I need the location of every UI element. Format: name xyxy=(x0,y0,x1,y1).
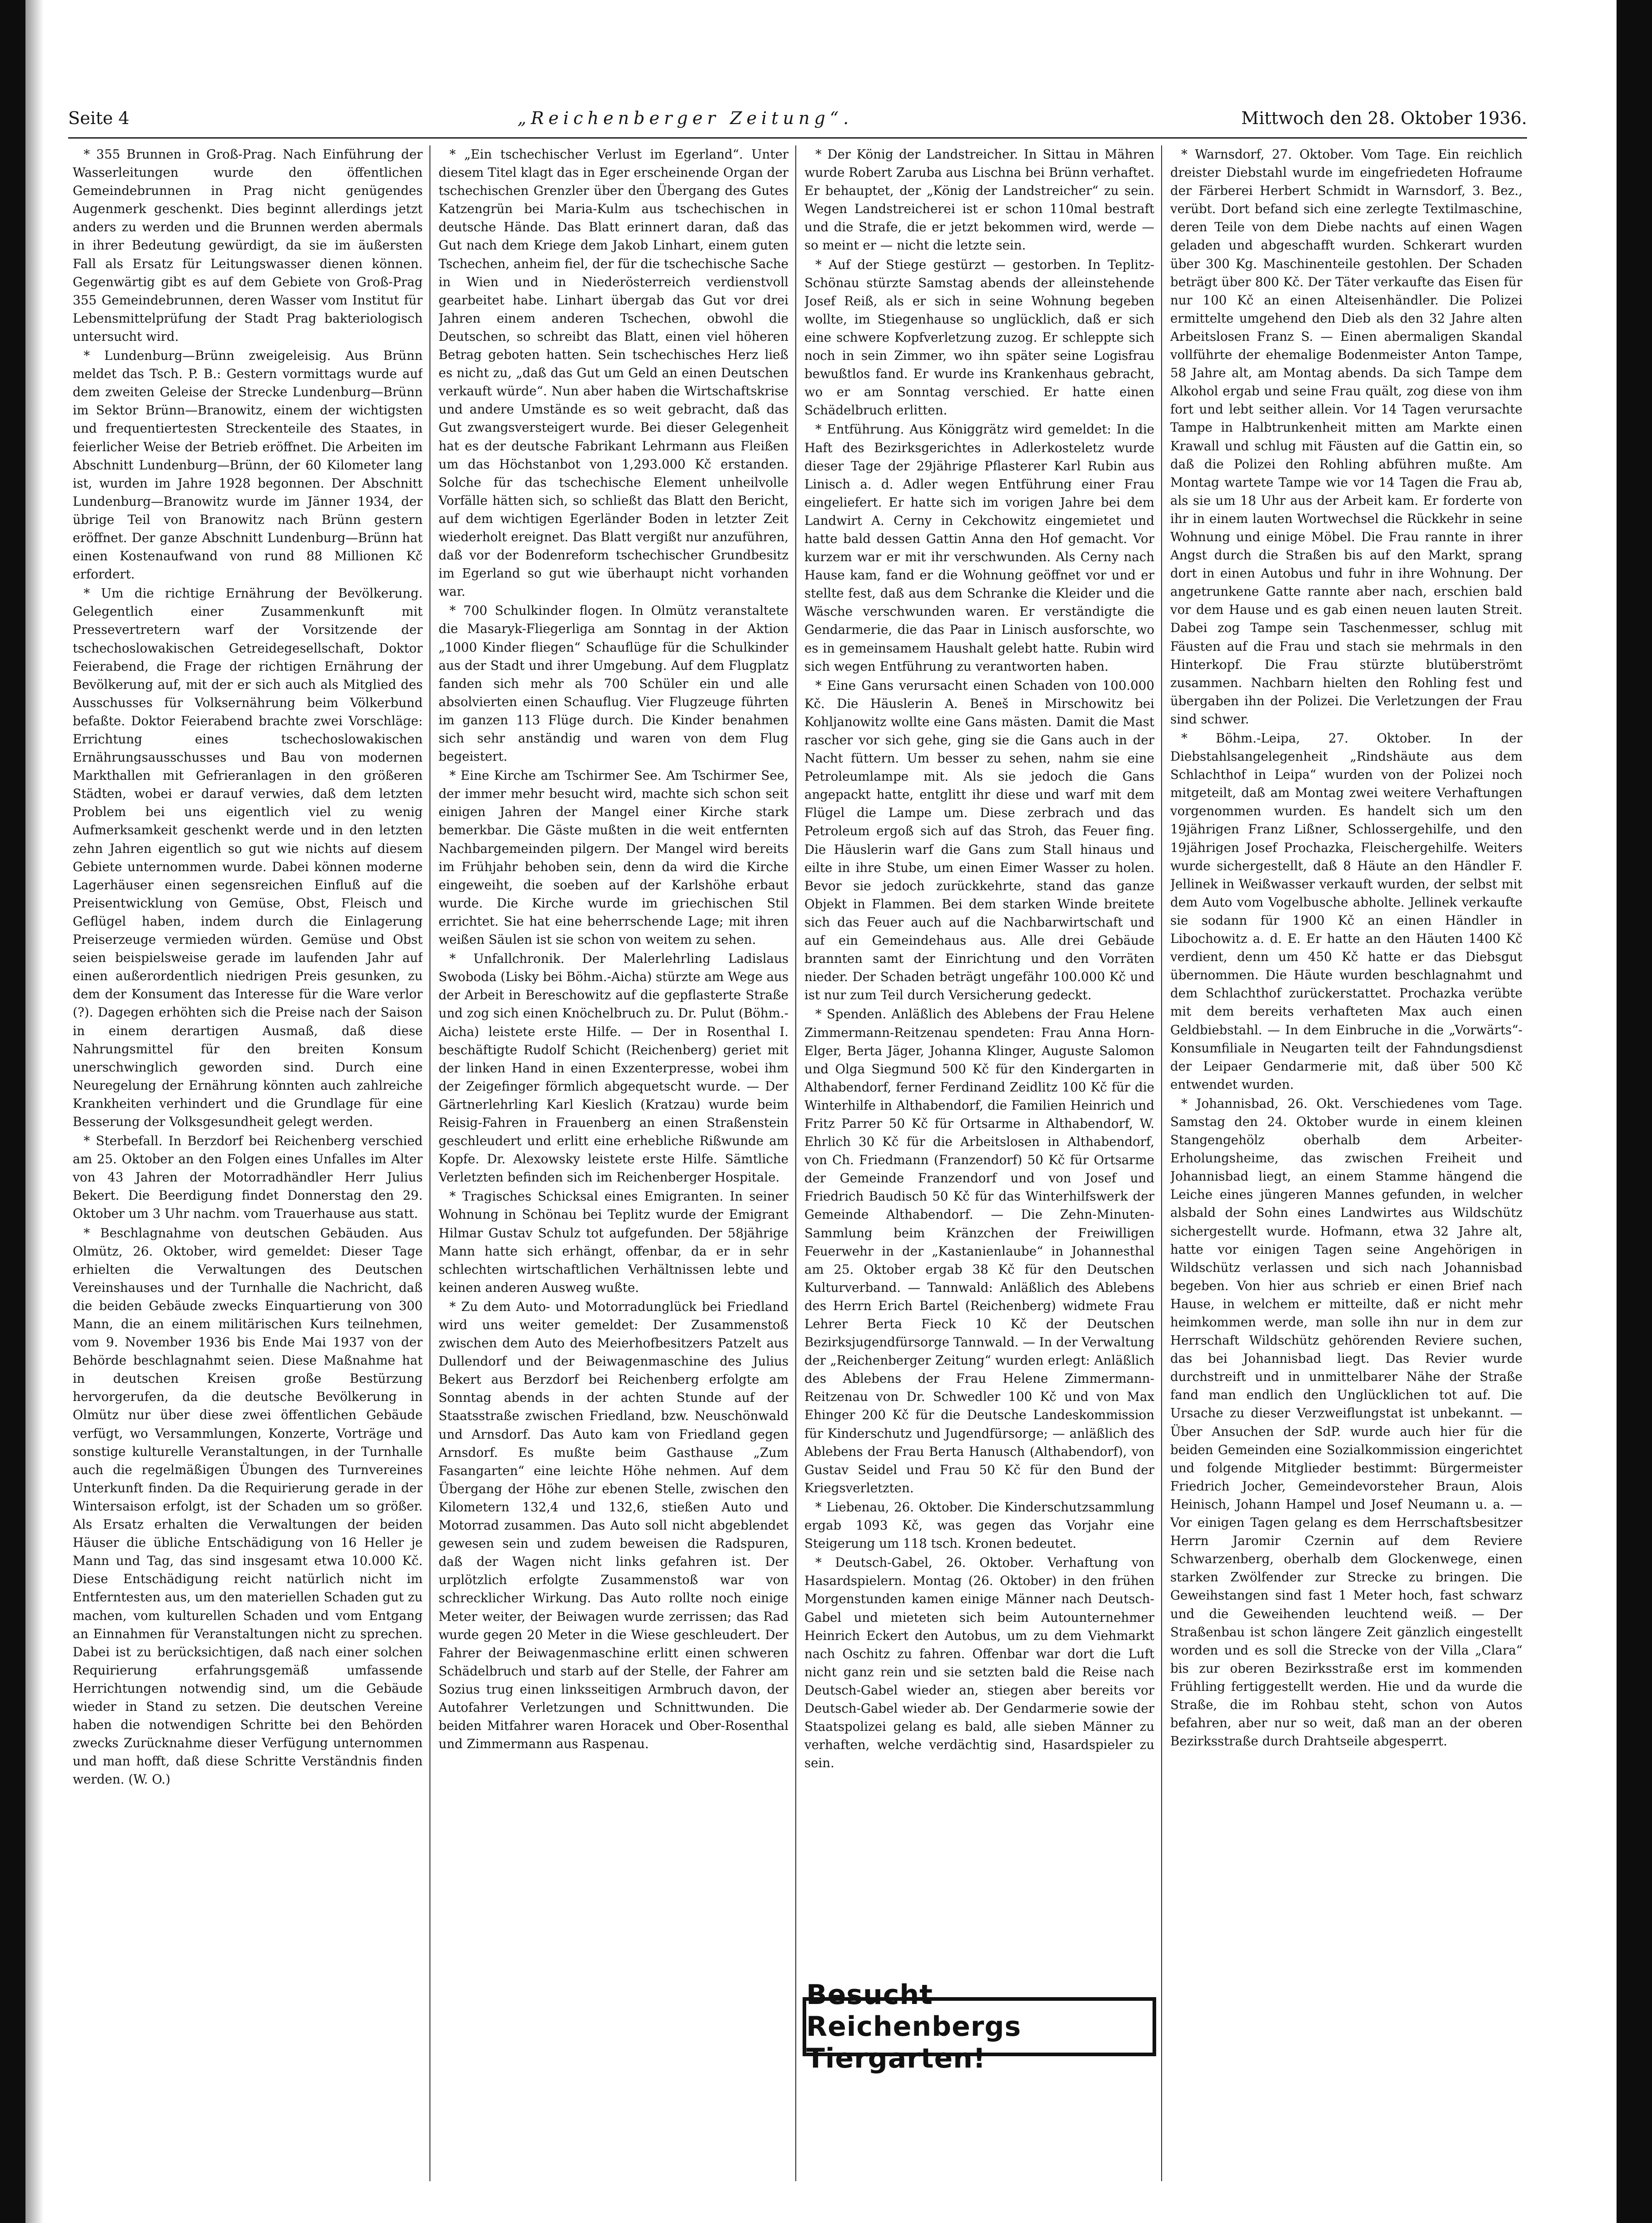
article: * Johannisbad, 26. Okt. Verschiedenes vom Tage. Samstag den 24. Oktober wurde in einem kleinen Stangengehölz oberhalb dem Arbeiter-Erholungsheime, das zwischen Freiheit und Johannisbad liegt, an einem Stamme hängend die Leiche eines jüngeren Mannes gefunden, in welcher alsbald der Sohn eines Landwirtes aus Wildschütz sichergestellt wurde. Hofmann, etwa 32 Jahre alt, hatte vor einigen Tagen seine Angehörigen in Wildschütz verlassen und sich nach Johannisbad begeben. Von hier aus schrieb er einen Brief nach Hause, in welchem er mitteilte, daß er nicht mehr heimkommen werde, man solle ihn nur in dem zur Herrschaft Wildschütz gehörenden Reviere suchen, das bei Johannisbad liegt. Das Revier wurde durchstreift und in unmittelbarer Nähe der Straße fand man endlich den Unglücklichen tot auf. Die Ursache zu dieser Verzweiflungstat ist unbekannt. — Über Ansuchen der SdP. wurde auch hier für die beiden Gemeinden eine Sozialkommission eingerichtet und folgende Mitglieder bestimmt: Bürgermeister Friedrich Jocher, Gemeindevorsteher Braun, Alois Heinisch, Johann Hampel und Josef Neumann u. a. — Vor einigen Tagen gelang es dem Herrschaftsbesitzer Herrn Jaromir Czernin auf dem Reviere Schwarzenberg, oberhalb dem Glockenwege, einen starken Zwölfender zur Strecke zu bringen. Die Geweihstangen sind fast 1 Meter hoch, fast schwarz und die Geweihenden leuchtend weiß. — Der Straßenbau ist schon längere Zeit gänzlich eingestellt worden und es soll die Strecke von der Villa „Clara“ bis zur oberen Bezirksstraße erst im kommenden Frühling fertiggestellt werden. Hie und da wurde die Straße, die im Rohbau steht, schon von Autos befahren, aber nur so weit, daß man an der oberen Bezirksstraße durch Drahtseile abgesperrt. xyxy=(1170,1096,1522,1749)
column-rule xyxy=(795,145,796,2181)
article: * Deutsch-Gabel, 26. Oktober. Verhaftung von Hasardspielern. Montag (26. Oktober) in den frühen Morgenstunden kamen einige Männer nach Deutsch-Gabel und mieteten sich beim Autounternehmer Heinrich Eckert den Autobus, um zu dem Viehmarkt nach Oschitz zu fahren. Offenbar war dort die Luft nicht ganz rein und sie setzten bald die Reise nach Deutsch-Gabel wieder an, stiegen aber bereits vor Deutsch-Gabel wieder ab. Der Gendarmerie sowie der Staatspolizei gelang es bald, alle sieben Männer zu verhaften, welche verdächtig sind, Hasardspieler zu sein. xyxy=(804,1555,1154,1771)
issue-date: Mittwoch den 28. Oktober 1936. xyxy=(1241,108,1527,128)
column-1 xyxy=(73,145,423,2190)
header-rule xyxy=(68,137,1527,139)
article: * Auf der Stiege gestürzt — gestorben. In Teplitz-Schönau stürzte Samstag abends der alleinstehende Josef Reiß, als er sich in seine Wohnung begeben wollte, im Stiegenhause so unglücklich, daß er sich eine schwere Kopfverletzung zuzog. Er schleppte sich noch in sein Zimmer, wo ihn später seine Logisfrau bewußtlos fand. Er wurde ins Krankenhaus gebracht, wo er am Sonntag verschied. Er hatte einen Schädelbruch erlitten. xyxy=(804,257,1154,418)
article: * Liebenau, 26. Oktober. Die Kinderschutzsammlung ergab 1093 Kč, was gegen das Vorjahr eine Steigerung um 118 tsch. Kronen bedeutet. xyxy=(804,1499,1154,1551)
column-rule xyxy=(1161,145,1162,2181)
scan-edge-shadow xyxy=(25,0,44,2223)
article: * Zu dem Auto- und Motorradunglück bei Friedland wird uns weiter gemeldet: Der Zusammenstoß zwischen dem Auto des Meierhofbesitzers Patzelt aus Dullendorf und der Beiwagenmaschine des Julius Bekert aus Berzdorf bei Reichenberg erfolgte am Sonntag abends in der achten Stunde auf der Staatsstraße zwischen Friedland, bzw. Neuschönwald und Arnsdorf. Das Auto kam von Friedland gegen Arnsdorf. Es mußte beim Gasthause „Zum Fasangarten“ eine leichte Höhe nehmen. Auf dem Übergang der Höhe zur ebenen Stelle, zwischen den Kilometern 132,4 und 132,6, stießen Auto und Motorrad zusammen. Das Auto soll nicht abgeblendet gewesen sein und zudem beweisen die Radspuren, daß der Wagen nicht links gefahren ist. Der urplötzlich erfolgte Zusammenstoß war von schrecklicher Wirkung. Das Auto rollte noch einige Meter weiter, der Beiwagen wurde zerrissen; das Rad wurde gegen 20 Meter in die Wiese geschleudert. Der Fahrer der Beiwagenmaschine erlitt einen schweren Schädelbruch und starb auf der Stelle, der Fahrer am Sozius trug einen linksseitigen Armbruch davon, der Autofahrer Verletzungen und Schnittwunden. Die beiden Mitfahrer waren Horacek und Ober-Rosenthal und Zimmermann aus Raspenau. xyxy=(439,1299,789,1752)
article: * 355 Brunnen in Groß-Prag. Nach Einführung der Wasserleitungen wurde den öffentlichen Gemeindebrunnen in Prag nicht genügendes Augenmerk geschenkt. Dies beginnt allerdings jetzt anders zu werden und die Brunnen werden abermals in ihrer Bedeutung gewürdigt, da sie im äußersten Fall als Ersatz für Leitungswasser dienen können. Gegenwärtig gibt es auf dem Gebiete von Groß-Prag 355 Gemeindebrunnen, deren Wasser vom Institut für Lebensmittelprüfung der Stadt Prag bakteriologisch untersucht wird. xyxy=(73,147,423,344)
advertisement-box xyxy=(803,1979,1156,2074)
article: * Um die richtige Ernährung der Bevölkerung. Gelegentlich einer Zusammenkunft mit Pressevertretern warf der Vorsitzende der tschechoslowakischen Getreidegesellschaft, Doktor Feierabend, die Frage der richtigen Ernährung der Bevölkerung auf, mit der er sich auch als Mitglied des Ausschusses für Volksernährung beim Völkerbund befaßte. Doktor Feierabend brachte zwei Vorschläge: Errichtung eines tschechoslowakischen Ernährungsausschusses und Bau von modernen Markthallen mit Gefrieranlagen in den größeren Städten, wobei er darauf verwies, daß dem letzten Problem bei uns eigentlich viel zu wenig Aufmerksamkeit geschenkt werde und in den letzten zehn Jahren eigentlich so gut wie nichts auf diesem Gebiete unternommen wurde. Dabei können moderne Lagerhäuser einen segensreichen Einfluß auf die Preisentwicklung von Gemüse, Obst, Fleisch und Geflügel haben, indem durch die Einlagerung Preiserzeuge vermieden würden. Gemüse und Obst seien beispielsweise gerade im laufenden Jahr auf einen außerordentlich niedrigen Preis gesunken, zu dem der Konsument das Interesse für die Ware verlor (?). Dagegen erhöhten sich die Preise nach der Saison in einem derartigen Ausmaß, daß diese Nahrungsmittel für den breiten Konsum unerschwinglich geworden sind. Durch eine Neuregelung der Ernährung könnten auch zahlreiche Krankheiten verhindert und die Grundlage für eine Besserung der Volksgesundheit gelegt werden. xyxy=(73,586,423,1129)
article-columns xyxy=(68,145,1527,2190)
column-rule xyxy=(429,145,430,2181)
column-3 xyxy=(804,145,1154,2190)
article: * Lundenburg—Brünn zweigeleisig. Aus Brünn meldet das Tsch. P. B.: Gestern vormittags wurde auf dem zweiten Geleise der Strecke Lundenburg—Brünn im Sektor Brünn—Branowitz, einem der wichtigsten und frequentiertesten Streckenteile des Staates, in feierlicher Weise der Betrieb eröffnet. Die Arbeiten im Abschnitt Lundenburg—Brünn, der 60 Kilometer lang ist, wurden im Jahre 1928 begonnen. Der Abschnitt Lundenburg—Branowitz wurde im Jänner 1934, der übrige Teil von Branowitz nach Brünn gestern eröffnet. Der ganze Abschnitt Lundenburg—Brünn hat einen Kostenaufwand von rund 88 Millionen Kč erfordert. xyxy=(73,348,423,582)
article: * Unfallchronik. Der Malerlehrling Ladislaus Swoboda (Lisky bei Böhm.-Aicha) stürzte am Wege aus der Arbeit in Bereschowitz auf die gepflasterte Straße und zog sich einen Knöchelbruch zu. Dr. Pulut (Böhm.-Aicha) leistete erste Hilfe. — Der in Rosenthal I. beschäftigte Rudolf Schicht (Reichenberg) geriet mit der linken Hand in einen Exzenterpresse, wobei ihm der Zeigefinger förmlich abgequetscht wurde. — Der Gärtnerlehrling Karl Kieslich (Kratzau) wurde beim Reisig-Fahren in Frauenberg an einen Straßenstein geschleudert und erlitt eine erhebliche Rißwunde am Kopfe. Dr. Alexowsky leistete erste Hilfe. Sämtliche Verletzten befinden sich im Reichenberger Hospitale. xyxy=(439,951,789,1185)
newspaper-page xyxy=(68,105,1527,2195)
article: * Spenden. Anläßlich des Ablebens der Frau Helene Zimmermann-Reitzenau spendeten: Frau Anna Horn-Elger, Berta Jäger, Johanna Klinger, Auguste Salomon und Olga Siegmund 500 Kč für den Kindergarten in Althabendorf, ferner Ferdinand Zeidlitz 100 Kč für die Winterhilfe in Althabendorf, die Familien Heinrich und Fritz Parrer 50 Kč für Ortsarme in Althabendorf, W. Ehrlich 30 Kč für die Arbeitslosen in Althabendorf, von Ch. Friedmann (Franzendorf) 50 Kč für Ortsarme der Gemeinde Franzendorf und von Josef und Friedrich Baudisch 50 Kč für das Winterhilfswerk der Gemeinde Althabendorf. — Die Zehn-Minuten-Sammlung beim Kränzchen der Freiwilligen Feuerwehr in der „Kastanienlaube“ in Johannesthal am 25. Oktober ergab 38 Kč für den Deutschen Kulturverband. — Tannwald: Anläßlich des Ablebens des Herrn Erich Bartel (Reichenberg) widmete Frau Lehrer Berta Fieck 10 Kč der Deutschen Bezirksjugendfürsorge Tannwald. — In der Verwaltung der „Reichenberger Zeitung“ wurden erlegt: Anläßlich des Ablebens der Frau Helene Zimmermann-Reitzenau von Dr. Schwedler 100 Kč und von Max Ehinger 200 Kč für die Deutsche Landeskommission für Kinderschutz und Jugendfürsorge; — anläßlich des Ablebens der Frau Berta Hanusch (Althabendorf), von Gustav Seidel und Frau 50 Kč für den Bund der Kriegsverletzten. xyxy=(804,1007,1154,1495)
article: * Warnsdorf, 27. Oktober. Vom Tage. Ein reichlich dreister Diebstahl wurde im eingefriedeten Hofraume der Färberei Herbert Schmidt in Warnsdorf, 3. Bez., verübt. Dort befand sich eine zerlegte Textilmaschine, deren Teile von dem Diebe nachts auf einen Wagen geladen und abgeschafft wurden. Schkerart wurden über 300 Kg. Maschinenteile gestohlen. Der Schaden beträgt über 800 Kč. Der Täter verkaufte das Eisen für nur 100 Kč an einen Alteisenhändler. Die Polizei ermittelte umgehend den Dieb als den 32 Jahre alten Arbeitslosen Franz S. — Einen abermaligen Skandal vollführte der ehemalige Bodenmeister Anton Tampe, 58 Jahre alt, am Montag abends. Da sich Tampe dem Alkohol ergab und seine Frau quält, zog diese von ihm fort und lebt seither allein. Vor 14 Tagen verursachte Tampe in Halbtrunkenheit mitten am Markte einen Krawall und schlug mit Fäusten auf die Gattin ein, so daß die Polizei den Rohling abführen mußte. Am Montag wartete Tampe wie vor 14 Tagen die Frau ab, als sie um 18 Uhr aus der Arbeit kam. Er forderte von ihr in einem lauten Wortwechsel die Rückkehr in seine Wohnung und einige Möbel. Die Frau rannte in ihrer Angst durch die Straßen bis auf den Markt, sprang dort in einen Autobus und fuhr in ihre Wohnung. Der angetrunkene Gatte rannte aber nach, erschien bald vor dem Hause und es gab einen neuen lauten Streit. Dabei zog Tampe sein Taschenmesser, schlug mit Fäusten auf die Frau und stach sie mehrmals in den Hinterkopf. Die Frau stürzte blutüberströmt zusammen. Nachbarn hielten den Rohling fest und übergaben ihn der Polizei. Die Verletzungen der Frau sind schwer. xyxy=(1170,147,1522,727)
article: * Sterbefall. In Berzdorf bei Reichenberg verschied am 25. Oktober an den Folgen eines Unfalles im Alter von 43 Jahren der Motorradhändler Herr Julius Bekert. Die Beerdigung findet Donnerstag den 29. Oktober um 3 Uhr nachm. vom Trauerhause aus statt. xyxy=(73,1133,423,1221)
column-4 xyxy=(1170,145,1522,2190)
article: * Böhm.-Leipa, 27. Oktober. In der Diebstahlsangelegenheit „Rindshäute aus dem Schlachthof in Leipa“ wurden von der Polizei noch mitgeteilt, daß am Montag zwei weitere Verhaftungen vorgenommen wurden. Es handelt sich um den 19jährigen Franz Lißner, Schlossergehilfe, und den 19jährigen Josef Prochazka, Fleischergehilfe. Weiters wurde sichergestellt, daß 8 Häute an den Händler F. Jellinek in Weißwasser verkauft wurden, der selbst mit dem Auto vom Vogelbusche abholte. Jellinek verkaufte sie sodann für 1900 Kč an einen Händler in Libochowitz a. d. E. Er hatte an den Häuten 1400 Kč verdient, denn um 450 Kč hatte er das Diebsgut übernommen. Die Häute wurden beschlagnahmt und dem Schlachthof zurückerstattet. Prochazka verübte mit dem bereits verhafteten Max auch einen Geldbiebstahl. — In dem Einbruche in die „Vorwärts“-Konsumfiliale in Neugarten teilt der Fahndungsdienst der Leipaer Gendarmerie mit, daß über 500 Kč entwendet wurden. xyxy=(1170,731,1522,1092)
article: * Der König der Landstreicher. In Sittau in Mähren wurde Robert Zaruba aus Lischna bei Brünn verhaftet. Er behauptet, der „König der Landstreicher“ zu sein. Wegen Landstreicherei ist er schon 110mal bestraft und die Strafe, die er jetzt bekommen wird, werde — so meint er — nicht die letzte sein. xyxy=(804,147,1154,253)
article: * 700 Schulkinder flogen. In Olmütz veranstaltete die Masaryk-Fliegerliga am Sonntag in der Aktion „1000 Kinder fliegen“ Schauflüge für die Schulkinder aus der Stadt und ihrer Umgebung. Auf dem Flugplatz fanden sich mehr als 700 Schüler ein und alle absolvierten einen Schauflug. Vier Flugzeuge führten im ganzen 113 Flüge durch. Die Kinder benahmen sich sehr anständig und waren von dem Flug begeistert. xyxy=(439,603,789,764)
page-header xyxy=(68,105,1527,132)
article: * Tragisches Schicksal eines Emigranten. In seiner Wohnung in Schönau bei Teplitz wurde der Emigrant Hilmar Gustav Schulz tot aufgefunden. Der 58jährige Mann hatte sich erhängt, offenbar, da er in sehr schlechten wirtschaftlichen Verhältnissen lebte und keinen anderen Ausweg wußte. xyxy=(439,1189,789,1295)
article: * „Ein tschechischer Verlust im Egerland“. Unter diesem Titel klagt das in Eger erscheinende Organ der tschechischen Grenzler über den Übergang des Gutes Katzengrün bei Maria-Kulm aus tschechischen in deutsche Hände. Das Blatt erinnert daran, daß das Gut nach dem Kriege dem Jakob Linhart, einem guten Tschechen, anheim fiel, der für die tschechische Sache in Wien und in Niederösterreich verdienstvoll gearbeitet habe. Linhart übergab das Gut vor drei Jahren einem anderen Tschechen, obwohl die Deutschen, so schreibt das Blatt, einen viel höheren Betrag geboten hatten. Sein tschechisches Herz ließ es nicht zu, „daß das Gut um Geld an einen Deutschen verkauft würde“. Nun aber haben die Wirtschaftskrise und andere Umstände es so weit gebracht, daß das Gut zwangsversteigert wurde. Bei dieser Gelegenheit hat es der deutsche Fabrikant Lehrmann aus Fleißen um das Höchstanbot von 1,293.000 Kč erstanden. Solche für das tschechische Element unheilvolle Vorfälle hätten sich, so schließt das Blatt den Bericht, auf dem wichtigen Egerländer Boden in letzter Zeit wiederholt ereignet. Das Blatt vergißt nur anzuführen, daß vor der Bodenreform tschechischer Grundbesitz im Egerland so gut wie überhaupt nicht vorhanden war. xyxy=(439,147,789,599)
article: * Entführung. Aus Königgrätz wird gemeldet: In die Haft des Bezirksgerichtes in Adlerkosteletz wurde dieser Tage der 29jährige Pflasterer Karl Rubin aus Linisch a. d. Adler wegen Entführung einer Frau eingeliefert. Er hatte sich im vorigen Jahre bei dem Landwirt A. Cerny in Cekchowitz eingemietet und hatte bald dessen Gattin Anna den Hof gemacht. Vor kurzem war er mit ihr verschwunden. Als Cerny nach Hause kam, fand er die Wohnung geöffnet vor und er stellte fest, daß aus dem Schranke die Kleider und die Wäsche verschwunden waren. Er verständigte die Gendarmerie, die das Paar in Linisch ausforschte, wo es in gemeinsamem Haushalt gelebt hatte. Rubin wird sich wegen Entführung zu verantworten haben. xyxy=(804,422,1154,674)
newspaper-title: „Reichenberger Zeitung“. xyxy=(517,108,853,128)
article: * Eine Gans verursacht einen Schaden von 100.000 Kč. Die Häuslerin A. Beneš in Mirschowitz bei Kohljanowitz wollte eine Gans mästen. Damit die Mast rascher vor sich gehe, ging sie die Gans auch in der Nacht füttern. Um besser zu sehen, nahm sie eine Petroleumlampe mit. Als sie jedoch die Gans angepackt hatte, entglitt ihr diese und warf mit dem Flügel die Lampe um. Diese zerbrach und das Petroleum ergoß sich auf das Stroh, das Feuer fing. Die Häuslerin warf die Gans zum Stall hinaus und eilte in ihre Stube, um einen Eimer Wasser zu holen. Bevor sie jedoch zurückkehrte, stand das ganze Objekt in Flammen. Bei dem starken Winde breitete sich das Feuer auch auf die Nachbarwirtschaft und auf ein Gemeindehaus aus. Alle drei Gebäude brannten samt der Einrichtung und den Vorräten nieder. Der Schaden beträgt ungefähr 100.000 Kč und ist nur zum Teil durch Versicherung gedeckt. xyxy=(804,678,1154,1003)
article: * Eine Kirche am Tschirmer See. Am Tschirmer See, der immer mehr besucht wird, machte sich schon seit einigen Jahren der Mangel einer Kirche stark bemerkbar. Die Gäste mußten in die weit entfernten Nachbargemeinden pilgern. Der Mangel wird bereits im Frühjahr behoben sein, denn da wird die Kirche eingeweiht, die soeben auf der Karlshöhe erbaut wurde. Die Kirche wurde im griechischen Stil errichtet. Sie hat eine beherrschende Lage; mit ihren weißen Säulen ist sie schon von weitem zu sehen. xyxy=(439,768,789,947)
page-number: Seite 4 xyxy=(68,108,130,128)
scan-edge-right xyxy=(1617,0,1652,2223)
column-2 xyxy=(439,145,789,2190)
advertisement-text: Besucht Reichenbergs Tiergarten! xyxy=(806,1979,1022,2074)
article: * Beschlagnahme von deutschen Gebäuden. Aus Olmütz, 26. Oktober, wird gemeldet: Dieser Tage erhielten die Verwaltungen des Deutschen Vereinshauses und der Turnhalle die Nachricht, daß die beiden Gebäude zwecks Einquartierung von 300 Mann, die an einem militärischen Kurs teilnehmen, vom 9. November 1936 bis Ende Mai 1937 von der Behörde beschlagnahmt seien. Diese Maßnahme hat in deutschen Kreisen große Bestürzung hervorgerufen, da die deutsche Bevölkerung in Olmütz nur über diese zwei öffentlichen Gebäude verfügt, wo Versammlungen, Konzerte, Vorträge und sonstige kulturelle Veranstaltungen, in der Turnhalle auch die regelmäßigen Übungen des Turnvereines Unterkunft finden. Da die Requirierung gerade in der Wintersaison erfolgt, ist der Schaden um so größer. Als Ersatz erhalten die Verwaltungen der beiden Häuser die übliche Entschädigung von 16 Heller je Mann und Tag, das sind insgesamt etwa 10.000 Kč. Diese Entschädigung reicht natürlich nicht im Entferntesten aus, um den materiellen Schaden gut zu machen, vom kulturellen Schaden und vom Entgang an Einnahmen für Veranstaltungen nicht zu sprechen. Dabei ist zu berücksichtigen, daß nach einer solchen Requirierung erfahrungsgemäß umfassende Herrichtungen notwendig sind, um die Gebäude wieder in Stand zu setzen. Die deutschen Vereine haben die notwendigen Schritte bei den Behörden zwecks Zurücknahme dieser Verfügung unternommen und man hofft, daß diese Schritte Verständnis finden werden. (W. O.) xyxy=(73,1225,423,1787)
scan-edge-left xyxy=(0,0,25,2223)
